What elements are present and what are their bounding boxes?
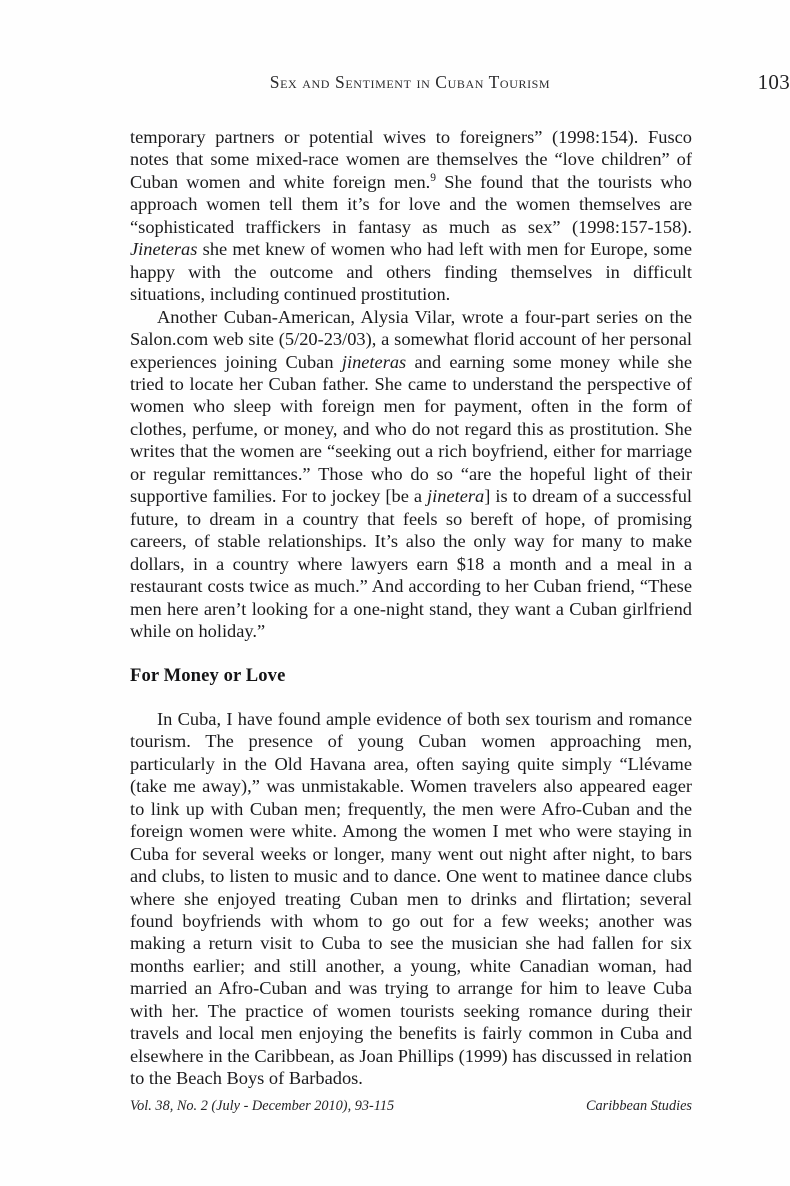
- paragraph-2-part-1: Another Cuban-American, Alysia Vilar, wrote a four-part series on the Salon.com web site (5/20-23/03), a somewhat florid account of her personal experiences joining Cuban: [130, 306, 692, 372]
- article-body: [130, 126, 692, 1090]
- paragraph-2: [130, 306, 692, 643]
- paragraph-3: In Cuba, I have found ample evidence of both sex tourism and romance tourism. The presence of young Cuban women approaching men, particularly in the Old Havana area, often saying quite simply “Llévame (take me away),” was unmistakable. Women travelers also appeared eager to link up with Cuban men; frequently, the men were Afro-Cuban and the foreign women were white. Among the women I met who were staying in Cuba for several weeks or longer, many went out night after night, to bars and clubs, to listen to music and to dance. One went to matinee dance clubs where she enjoyed treating Cuban men to drinks and flirtation; several found boyfriends with whom to go out for a few weeks; another was making a return visit to Cuba to see the musician she had fallen for six months earlier; and still another, a young, white Canadian woman, had married an Afro-Cuban and was trying to arrange for him to leave Cuba with her. The practice of women tourists seeking romance during their travels and local men enjoying the benefits is fairly common in Cuba and elsewhere in the Caribbean, as Joan Phillips (1999) has discussed in relation to the Beach Boys of Barbados.: [130, 708, 692, 1089]
- page-footer: [130, 1098, 692, 1115]
- paragraph-2-italic-jineteras: jineteras: [341, 351, 407, 372]
- heading-spacer-top: [130, 642, 692, 665]
- page-number: 103: [757, 70, 790, 94]
- paragraph-1-part-1: temporary partners or potential wives to foreigners” (1998:154). Fusco notes that some mixed-race women are themselves the “love children” of Cuban women and white foreign men.: [130, 127, 692, 192]
- footer-journal-name: Caribbean Studies: [585, 1098, 692, 1114]
- heading-spacer-bottom: [130, 688, 692, 708]
- section-heading-for-money-or-love: For Money or Love: [130, 665, 286, 687]
- paragraph-1-part-2: She found that the tourists who approach women tell them it’s for love and the women themselves are “sophisticated traffickers in fantasy as much as sex” (1998:157-158).: [130, 171, 693, 237]
- paragraph-1: [130, 126, 692, 306]
- footnote-marker-9: 9: [430, 171, 437, 184]
- paragraph-2-part-2: and earning some money while she tried to locate her Cuban father. She came to understand the perspective of women who sleep with foreign men for payment, often in the form of clothes, perfume, or money, and who do not regard this as prostitution. She writes that the women are “seeking out a rich boyfriend, either for marriage or regular remittances.” Those who do so “are the hopeful light of their supportive families. For to jockey [be a: [130, 351, 692, 507]
- paragraph-1-part-3: she met knew of women who had left with men for Europe, some happy with the outcome and others finding themselves in difficult situations, including continued prostitution.: [130, 239, 692, 305]
- paragraph-1-italic-jineteras: Jineteras: [130, 239, 198, 260]
- paragraph-2-part-3: ] is to dream of a successful future, to dream in a country that feels so bereft of hope, of promising careers, of stable relationships. It’s also the only way for many to make dollars, in a country where lawyers earn $18 a month and a meal in a restaurant costs twice as much.” And according to her Cuban friend, “These men here aren’t looking for a one-night stand, they want a Cuban girlfriend while on holiday.”: [130, 486, 692, 641]
- footer-citation: Vol. 38, No. 2 (July - December 2010), 93-115: [130, 1098, 395, 1114]
- running-head-title: Sex and Sentiment in Cuban Tourism: [269, 72, 551, 92]
- paragraph-2-italic-jinetera: jinetera: [427, 486, 485, 507]
- running-head: [130, 72, 690, 98]
